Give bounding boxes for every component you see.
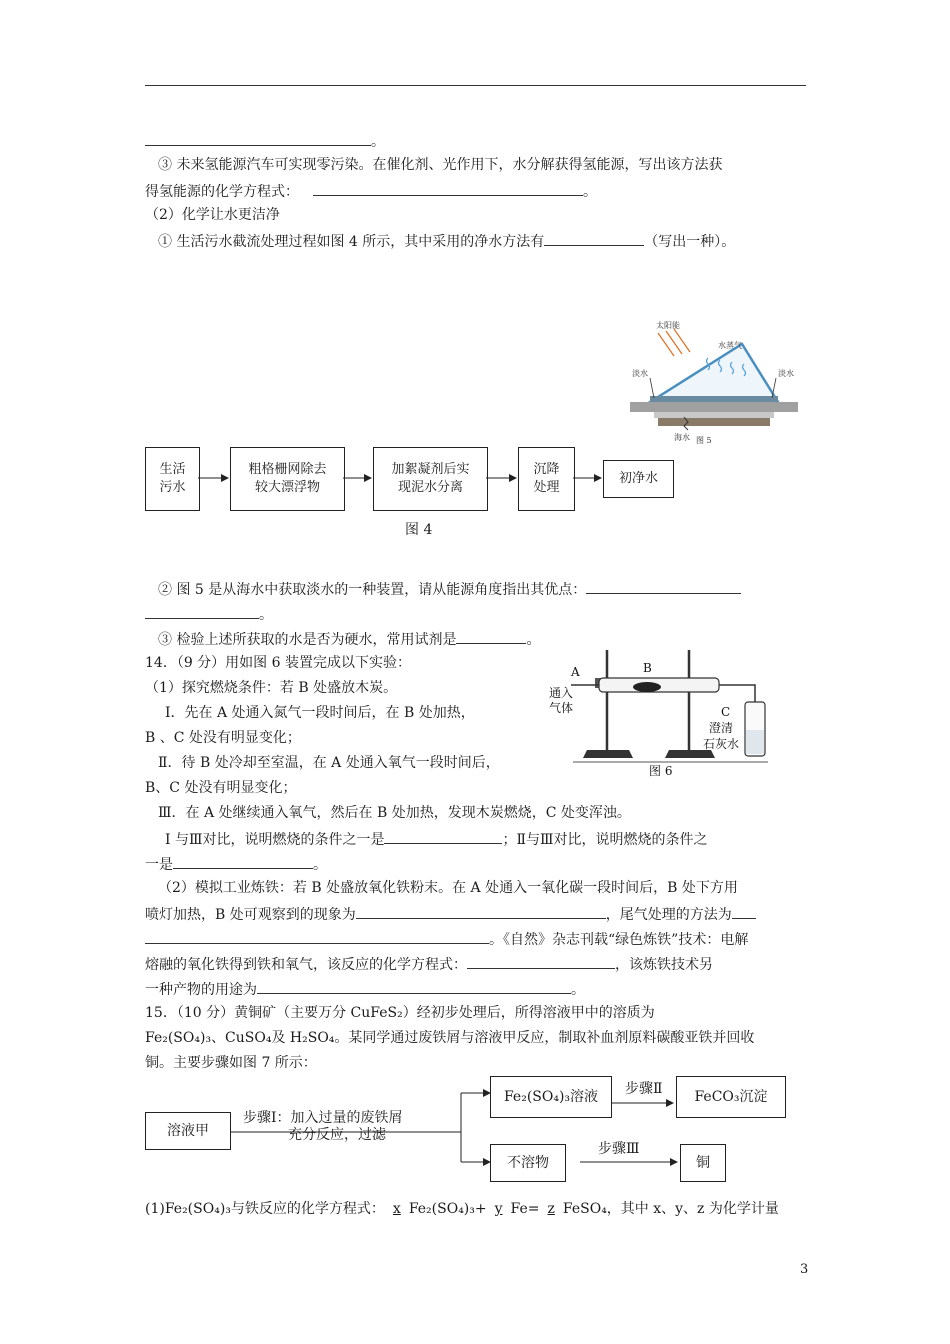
q13-line-1: 。 <box>145 130 385 152</box>
q14-heading: 14．（9 分）用如图 6 装置完成以下实验： <box>145 655 411 671</box>
label-a: A <box>571 665 580 679</box>
step-1-label-2: 充分反应，过滤 <box>288 1127 386 1143</box>
q15-line-4: (1)Fe₂(SO₄)₃与铁反应的化学方程式： x Fe₂(SO₄)₃+ y Fe= z FeSO₄，其中 x、y、z 为化学计量 <box>145 1201 779 1217</box>
coefficient-x: x <box>392 1201 401 1217</box>
flow-box-iron-carbonate: FeCO₃沉淀 <box>676 1076 786 1118</box>
answer-blank[interactable] <box>456 628 526 644</box>
label-b: B <box>643 661 652 675</box>
q14-line-10: （2）模拟工业炼铁：若 B 处盛放氧化铁粉末。在 A 处通入一氧化碳一段时间后，B 处下方用 <box>158 880 738 896</box>
q14-line-7: Ⅲ．在 A 处继续通入氧气，然后在 B 处加热，发现木炭燃烧，C 处变浑浊。 <box>158 805 631 821</box>
figure-5-caption: 图 5 <box>696 436 712 445</box>
label-c: C <box>721 705 731 719</box>
answer-blank[interactable] <box>467 953 615 969</box>
flow-arrows <box>198 470 608 486</box>
step-1-label: 步骤Ⅰ：加入过量的废铁屑 <box>243 1110 403 1126</box>
step-2-label: 步骤Ⅱ <box>625 1081 663 1097</box>
flow-box-copper: 铜 <box>680 1144 726 1182</box>
header-rule <box>145 85 806 86</box>
q14-line-3: Ⅰ．先在 A 处通入氮气一段时间后，在 B 处加热， <box>165 705 475 721</box>
answer-blank[interactable] <box>356 903 606 919</box>
gas-inlet-label: 通入 <box>549 686 574 700</box>
section-heading: （2）化学让水更洁净 <box>145 207 280 223</box>
answer-blank[interactable] <box>173 853 313 869</box>
answer-blank[interactable] <box>586 578 741 594</box>
q13-line-8: ③ 检验上述所获取的水是否为硬水，常用试剂是 。 <box>158 628 540 650</box>
fresh-water-left-label: 淡水 <box>632 369 648 378</box>
q13-line-7: 。 <box>145 603 273 625</box>
combustion-apparatus-diagram <box>543 646 775 780</box>
figure-6-caption: 图 6 <box>649 764 673 778</box>
flow-box-sewage: 生活 污水 <box>145 447 200 511</box>
q14-line-5: Ⅱ．待 B 处冷却至室温，在 A 处通入氧气一段时间后， <box>158 755 500 771</box>
gas-inlet-label-2: 气体 <box>549 701 574 715</box>
flow-box-insoluble: 不溶物 <box>490 1144 566 1182</box>
answer-blank[interactable] <box>145 603 259 619</box>
coefficient-y: y <box>494 1201 503 1217</box>
answer-blank[interactable] <box>732 903 756 919</box>
q15-line-2: Fe₂(SO₄)₃、CuSO₄及 H₂SO₄。某同学通过废铁屑与溶液甲反应，制取补血剂原料碳酸亚铁并回收 <box>145 1030 755 1046</box>
answer-blank[interactable] <box>145 130 371 146</box>
q14-line-4: B 、C 处没有明显变化； <box>145 730 301 746</box>
answer-blank[interactable] <box>257 978 571 994</box>
steam-label: 水蒸气 <box>718 341 742 350</box>
q13-line-6: ② 图 5 是从海水中获取淡水的一种装置，请从能源角度指出其优点： <box>158 578 741 600</box>
flow-box-clean-water: 初净水 <box>603 460 674 498</box>
solar-energy-label: 太阳能 <box>656 321 680 330</box>
q13-line-5: ① 生活污水截流处理过程如图 4 所示，其中采用的净水方法有 （写出一种）。 <box>158 230 735 252</box>
q14-line-13: 熔融的氧化铁得到铁和氧气，该反应的化学方程式： ，该炼铁技术另 <box>145 953 713 975</box>
answer-blank[interactable] <box>145 928 489 944</box>
limewater-label: 澄清 <box>709 721 734 735</box>
flow-box-screening: 粗格栅网除去 较大漂浮物 <box>230 447 345 511</box>
answer-blank[interactable] <box>313 180 583 196</box>
q14-line-8: Ⅰ 与Ⅲ对比，说明燃烧的条件之一是 ；Ⅱ与Ⅲ对比，说明燃烧的条件之 <box>165 828 708 850</box>
q14-line-14: 一种产物的用途为 。 <box>145 978 585 1000</box>
q14-line-6: B、C 处没有明显变化； <box>145 780 297 796</box>
flow-box-solution-a: 溶液甲 <box>145 1112 231 1150</box>
q14-line-11: 喷灯加热，B 处可观察到的现象为 ，尾气处理的方法为 <box>145 903 756 925</box>
q13-line-3: 得氢能源的化学方程式： 。 <box>145 180 597 202</box>
page-number: 3 <box>800 1262 809 1277</box>
solar-still-diagram <box>628 318 800 448</box>
step-3-label: 步骤Ⅲ <box>598 1141 640 1157</box>
q14-line-12: 。《自然》杂志刊载“绿色炼铁”技术：电解 <box>145 928 748 950</box>
answer-blank[interactable] <box>384 828 502 844</box>
limewater-label-2: 石灰水 <box>703 737 740 751</box>
q14-line-2: （1）探究燃烧条件：若 B 处盛放木炭。 <box>145 680 398 696</box>
figure-4-caption: 图 4 <box>405 522 433 538</box>
q15-line-3: 铜。主要步骤如图 7 所示： <box>145 1055 317 1071</box>
flow-box-iron-sulfate-solution: Fe₂(SO₄)₃溶液 <box>490 1076 612 1118</box>
q13-line-2: ③ 未来氢能源汽车可实现零污染。在催化剂、光作用下，水分解获得氢能源，写出该方法获 <box>158 157 723 173</box>
flow-box-flocculation: 加絮凝剂后实 现泥水分离 <box>373 447 488 511</box>
q14-line-9: 一是 。 <box>145 853 327 875</box>
answer-blank[interactable] <box>544 230 644 246</box>
fresh-water-right-label: 淡水 <box>778 369 794 378</box>
q15-heading: 15．（10 分）黄铜矿（主要万分 CuFeS₂）经初步处理后，所得溶液甲中的溶质为 <box>145 1005 655 1021</box>
sea-water-label: 海水 <box>674 433 690 442</box>
coefficient-z: z <box>547 1201 555 1217</box>
flow-box-settling: 沉降 处理 <box>518 447 575 511</box>
